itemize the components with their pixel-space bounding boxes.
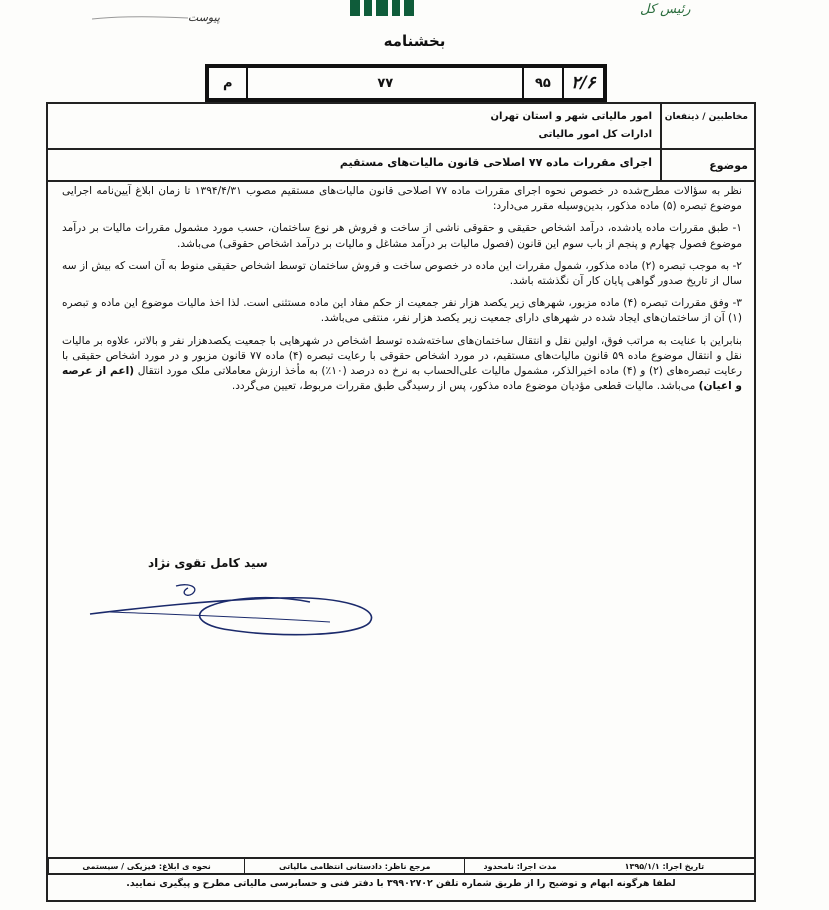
number-year: ۹۵ xyxy=(522,68,561,98)
addressees-list xyxy=(52,106,660,142)
number-handwritten: ۲/۶ xyxy=(562,68,603,98)
attachment-caption-text: پیوست xyxy=(187,11,220,24)
number-series: م xyxy=(222,75,233,91)
page-title: بخشنامه xyxy=(383,32,446,50)
addressees-label: مخاطبین / ذینفعان xyxy=(660,104,754,148)
addressee-2: ادارات کل امور مالیاتی xyxy=(538,129,652,140)
addressee-1: امور مالیاتی شهر و استان تهران xyxy=(490,111,652,122)
footer-info-row xyxy=(48,857,754,875)
chief-caption: رئیس کل xyxy=(640,2,691,17)
header-stroke-icon xyxy=(90,14,190,22)
footer-note: لطفا هرگونه ابهام و توضیح را از طریق شماره تلفن ۳۹۹۰۲۷۰۲ با دفتر فنی و حسابرسی مالیاتی مطرح و پیگیری نمایید. xyxy=(126,878,676,889)
subject-label: موضوع xyxy=(660,150,754,180)
footer-duration: مدت اجرا: نامحدود xyxy=(464,859,575,873)
conclusion-bold: (اعم از عرصه و اعیان) xyxy=(62,365,742,393)
body-item-1: ۱- طبق مقررات ماده یادشده، درآمد اشخاص حقیقی و حقوقی ناشی از ساخت و فروش هر نوع ساختمان، حسب مورد مشمول مقررات مالیات بر درآمد موضوع فصول چهارم و پنجم از باب سوم این قانون (فصول مالیات بر درآمد مشاغل و مالیات بر درآمد اشخاص حقوقی) می‌باشد. xyxy=(62,222,742,250)
emblem-logo xyxy=(350,0,426,16)
body-item-2: ۲- به موجب تبصره (۲) ماده مذکور، شمول مقررات این ماده در خصوص ساخت و فروش ساختمان توسط اشخاص حقیقی منوط به آن است که بیش از سه سال از تاریخ صدور گواهی پایان کار آن نگذشته باشد. xyxy=(62,259,742,288)
attachment-caption xyxy=(90,6,220,24)
conclusion-part-b: می‌باشد. مالیات قطعی مؤدیان موضوع ماده مذکور، پس از رسیدگی طبق مقررات مربوط، تعیین می‌گردد. xyxy=(231,380,696,393)
circular-body xyxy=(62,184,742,401)
footer-date: تاریخ اجرا: ۱۳۹۵/۱/۱ xyxy=(624,861,705,871)
subject-text: اجرای مقررات ماده ۷۷ اصلاحی قانون مالیات‌های مستقیم xyxy=(339,156,652,169)
number-main: ۷۷ xyxy=(246,68,522,98)
signatory-name: سید کامل تقوی نژاد xyxy=(148,556,268,570)
footer-supervisor: مرجع ناظر: دادستانی انتظامی مالیاتی xyxy=(244,859,464,873)
footer-method: نحوه ی ابلاغ: فیزیکی / سیستمی xyxy=(48,859,244,873)
body-intro: نظر به سؤالات مطرح‌شده در خصوص نحوه اجرای مقررات ماده ۷۷ اصلاحی قانون مالیات‌های مستقیم مصوب ۱۳۹۴/۴/۳۱ تا زمان ابلاغ آیین‌نامه اجرایی موضوع تبصره (۵) ماده مذکور، بدین‌وسیله مقرر می‌دارد: xyxy=(62,185,742,213)
body-conclusion xyxy=(62,334,742,395)
circular-number-box xyxy=(205,64,607,102)
subject-row xyxy=(48,150,754,182)
body-item-3: ۳- وفق مقررات تبصره (۴) ماده مزبور، شهرهای زیر یکصد هزار نفر جمعیت از حکم مفاد این ماده مستثنی است. لذا اخذ مالیات موضوع این ماده و تبصره (۱) آن از ساختمان‌های ایجاد شده در شهرهای دارای جمعیت زیر یکصد هزار نفر، منتفی می‌باشد. xyxy=(62,297,742,325)
handwritten-signature xyxy=(80,578,380,658)
conclusion-part-a: بنابراین با عنایت به مراتب فوق، اولین نقل و انتقال ساختمان‌های ساخته‌شده توسط اشخاص در شهرهایی با جمعیت یکصدهزار نفر و بالاتر، علاوه بر مالیات نقل و انتقال موضوع ماده ۵۹ قانون مالیات‌های مستقیم، در مورد اشخاص حقوقی با رعایت تبصره (۴) ماده ۷۷ قانون مزبور و در مورد اشخاص حقیقی با رعایت تبصره‌های (۲) و (۴) ماده اخیرالذکر، مشمول مالیات علی‌الحساب به نرخ ده درصد (۱۰٪) به مأخذ ارزش معاملاتی ملک مورد انتقال xyxy=(62,334,742,378)
